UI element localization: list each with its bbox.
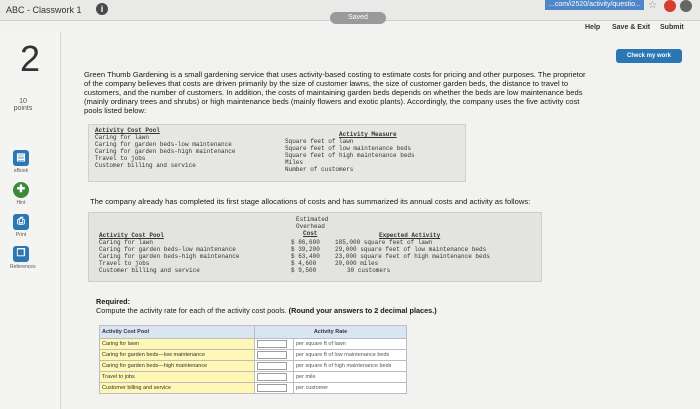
pool-row-1: Caring for lawn (95, 134, 150, 141)
rate-input-low-maintenance[interactable] (257, 351, 287, 359)
question-number: 2 (20, 38, 41, 79)
required-label: Required: (96, 297, 131, 306)
answer-unit-4: per mile (294, 372, 407, 383)
hint-icon: ✚ (13, 182, 29, 198)
rate-input-billing[interactable] (257, 384, 287, 392)
hint-button[interactable] (10, 182, 32, 206)
measure-row-4: Miles (285, 159, 304, 166)
print-label: Print (15, 232, 27, 238)
answer-unit-1: per square ft of lawn (294, 339, 407, 350)
bookmark-star-icon[interactable]: ☆ (648, 0, 657, 11)
est-cost-row-5: $ 9,500 (291, 267, 317, 274)
help-button[interactable]: Help (585, 24, 601, 31)
rate-input-high-maintenance[interactable] (257, 362, 287, 370)
extension-icon-gray[interactable] (680, 0, 692, 12)
answer-col-rate-header: Activity Rate (255, 326, 407, 339)
book-icon: ▤ (13, 150, 29, 166)
est-cost-row-2: $ 39,200 (291, 246, 320, 253)
points-label: points (13, 105, 33, 112)
answer-unit-3: per square ft of high maintenance beds (294, 361, 407, 372)
est-pool-row-5: Customer billing and service (99, 267, 200, 274)
pool-row-5: Customer billing and service (95, 162, 196, 169)
hint-label: Hint (16, 200, 26, 206)
answer-pool-4: Travel to jobs (100, 372, 255, 383)
extension-icon-red[interactable] (664, 0, 676, 12)
references-button[interactable] (10, 246, 36, 270)
est-activity-row-3: 23,000 square feet of high maintenance beds (335, 253, 490, 260)
estimated-overhead-table (88, 212, 542, 282)
address-bar[interactable]: ...com/i2520/activity/questio... (545, 0, 644, 10)
measure-row-5: Number of customers (285, 166, 354, 173)
answer-pool-2: Caring for garden beds—low maintenance (100, 350, 255, 361)
header-estimated: Estimated (296, 216, 329, 223)
est-activity-row-4: 20,000 miles (335, 260, 379, 267)
required-section (96, 297, 437, 315)
check-my-work-button[interactable]: Check my work (616, 49, 682, 63)
est-activity-row-1: 185,000 square feet of lawn (335, 239, 433, 246)
print-icon: ⎙ (13, 214, 29, 230)
rounding-instruction: (Round your answers to 2 decimal places.) (288, 306, 437, 315)
saved-indicator: Saved (330, 12, 386, 24)
points-display (8, 98, 38, 112)
save-exit-button[interactable]: Save & Exit (612, 24, 651, 31)
measure-row-3: Square feet of high maintenance beds (285, 152, 415, 159)
assignment-title: ABC - Classwork 1 (6, 5, 82, 15)
pool-row-4: Travel to jobs (95, 155, 146, 162)
info-icon[interactable]: i (96, 3, 108, 15)
summary-intro-text: The company already has completed its first stage allocations of costs and has summarized its annual costs and activity as follows: (90, 197, 531, 206)
rate-input-lawn[interactable] (257, 340, 287, 348)
submit-button[interactable]: Submit (660, 24, 684, 31)
activity-pool-table (88, 124, 466, 182)
required-instruction: Compute the activity rate for each of the activity cost pools. (96, 306, 287, 315)
ebook-label: eBook (13, 168, 29, 174)
est-pool-row-1: Caring for lawn (99, 239, 154, 246)
answer-pool-3: Caring for garden beds—high maintenance (100, 361, 255, 372)
table-row (100, 361, 407, 372)
answer-pool-5: Customer billing and service (100, 383, 255, 394)
pool-col-header: Activity Cost Pool (95, 127, 160, 134)
references-icon: ❐ (13, 246, 29, 262)
print-button[interactable] (10, 214, 32, 238)
rate-input-travel[interactable] (257, 373, 287, 381)
est-cost-row-4: $ 4,600 (291, 260, 317, 267)
question-text: Green Thumb Gardening is a small gardening service that uses activity-based costing to estimate costs for pricing and other purposes. The proprietor of the company believes that costs are driven primarily by the size of customer lawns, the size of customer garden beds, the distance to travel to customers, and the number of customers. In addition, the costs of maintaining garden beds depends on whether the beds are low maintenance beds (mainly ordinary trees and shrubs) or high maintenance beds (mainly flowers and exotic plants). Accordingly, the company uses the five activity cost pools listed below: (84, 70, 586, 115)
points-value: 10 (19, 98, 27, 105)
answer-unit-2: per square ft of low maintenance beds (294, 350, 407, 361)
measure-row-1: Square feet of lawn (285, 138, 354, 145)
est-activity-row-2: 29,000 square feet of low maintenance beds (335, 246, 487, 253)
ebook-button[interactable] (10, 150, 32, 174)
est-pool-row-3: Caring for garden beds-high maintenance (99, 253, 240, 260)
answer-unit-5: per customer (294, 383, 407, 394)
references-label: References (10, 264, 36, 270)
est-pool-row-4: Travel to jobs (99, 260, 150, 267)
expected-activity-header: Expected Activity (379, 232, 441, 239)
est-activity-row-5: 30 customers (347, 267, 391, 274)
measure-col-header: Activity Measure (339, 131, 397, 138)
pool-row-2: Caring for garden beds-low maintenance (95, 141, 232, 148)
header-overhead: Overhead (296, 223, 325, 230)
est-cost-row-1: $ 86,600 (291, 239, 320, 246)
measure-row-2: Square feet of low maintenance beds (285, 145, 412, 152)
est-pool-col-header: Activity Cost Pool (99, 232, 164, 239)
est-cost-row-3: $ 63,400 (291, 253, 320, 260)
answer-table (99, 325, 407, 394)
answer-pool-1: Caring for lawn (100, 339, 255, 350)
header-cost: Cost (303, 230, 318, 237)
table-row (100, 372, 407, 383)
est-pool-row-2: Caring for garden beds-low maintenance (99, 246, 236, 253)
pool-row-3: Caring for garden beds-high maintenance (95, 148, 236, 155)
table-row (100, 339, 407, 350)
answer-col-pool-header: Activity Cost Pool (100, 326, 255, 339)
table-row (100, 383, 407, 394)
table-row (100, 350, 407, 361)
